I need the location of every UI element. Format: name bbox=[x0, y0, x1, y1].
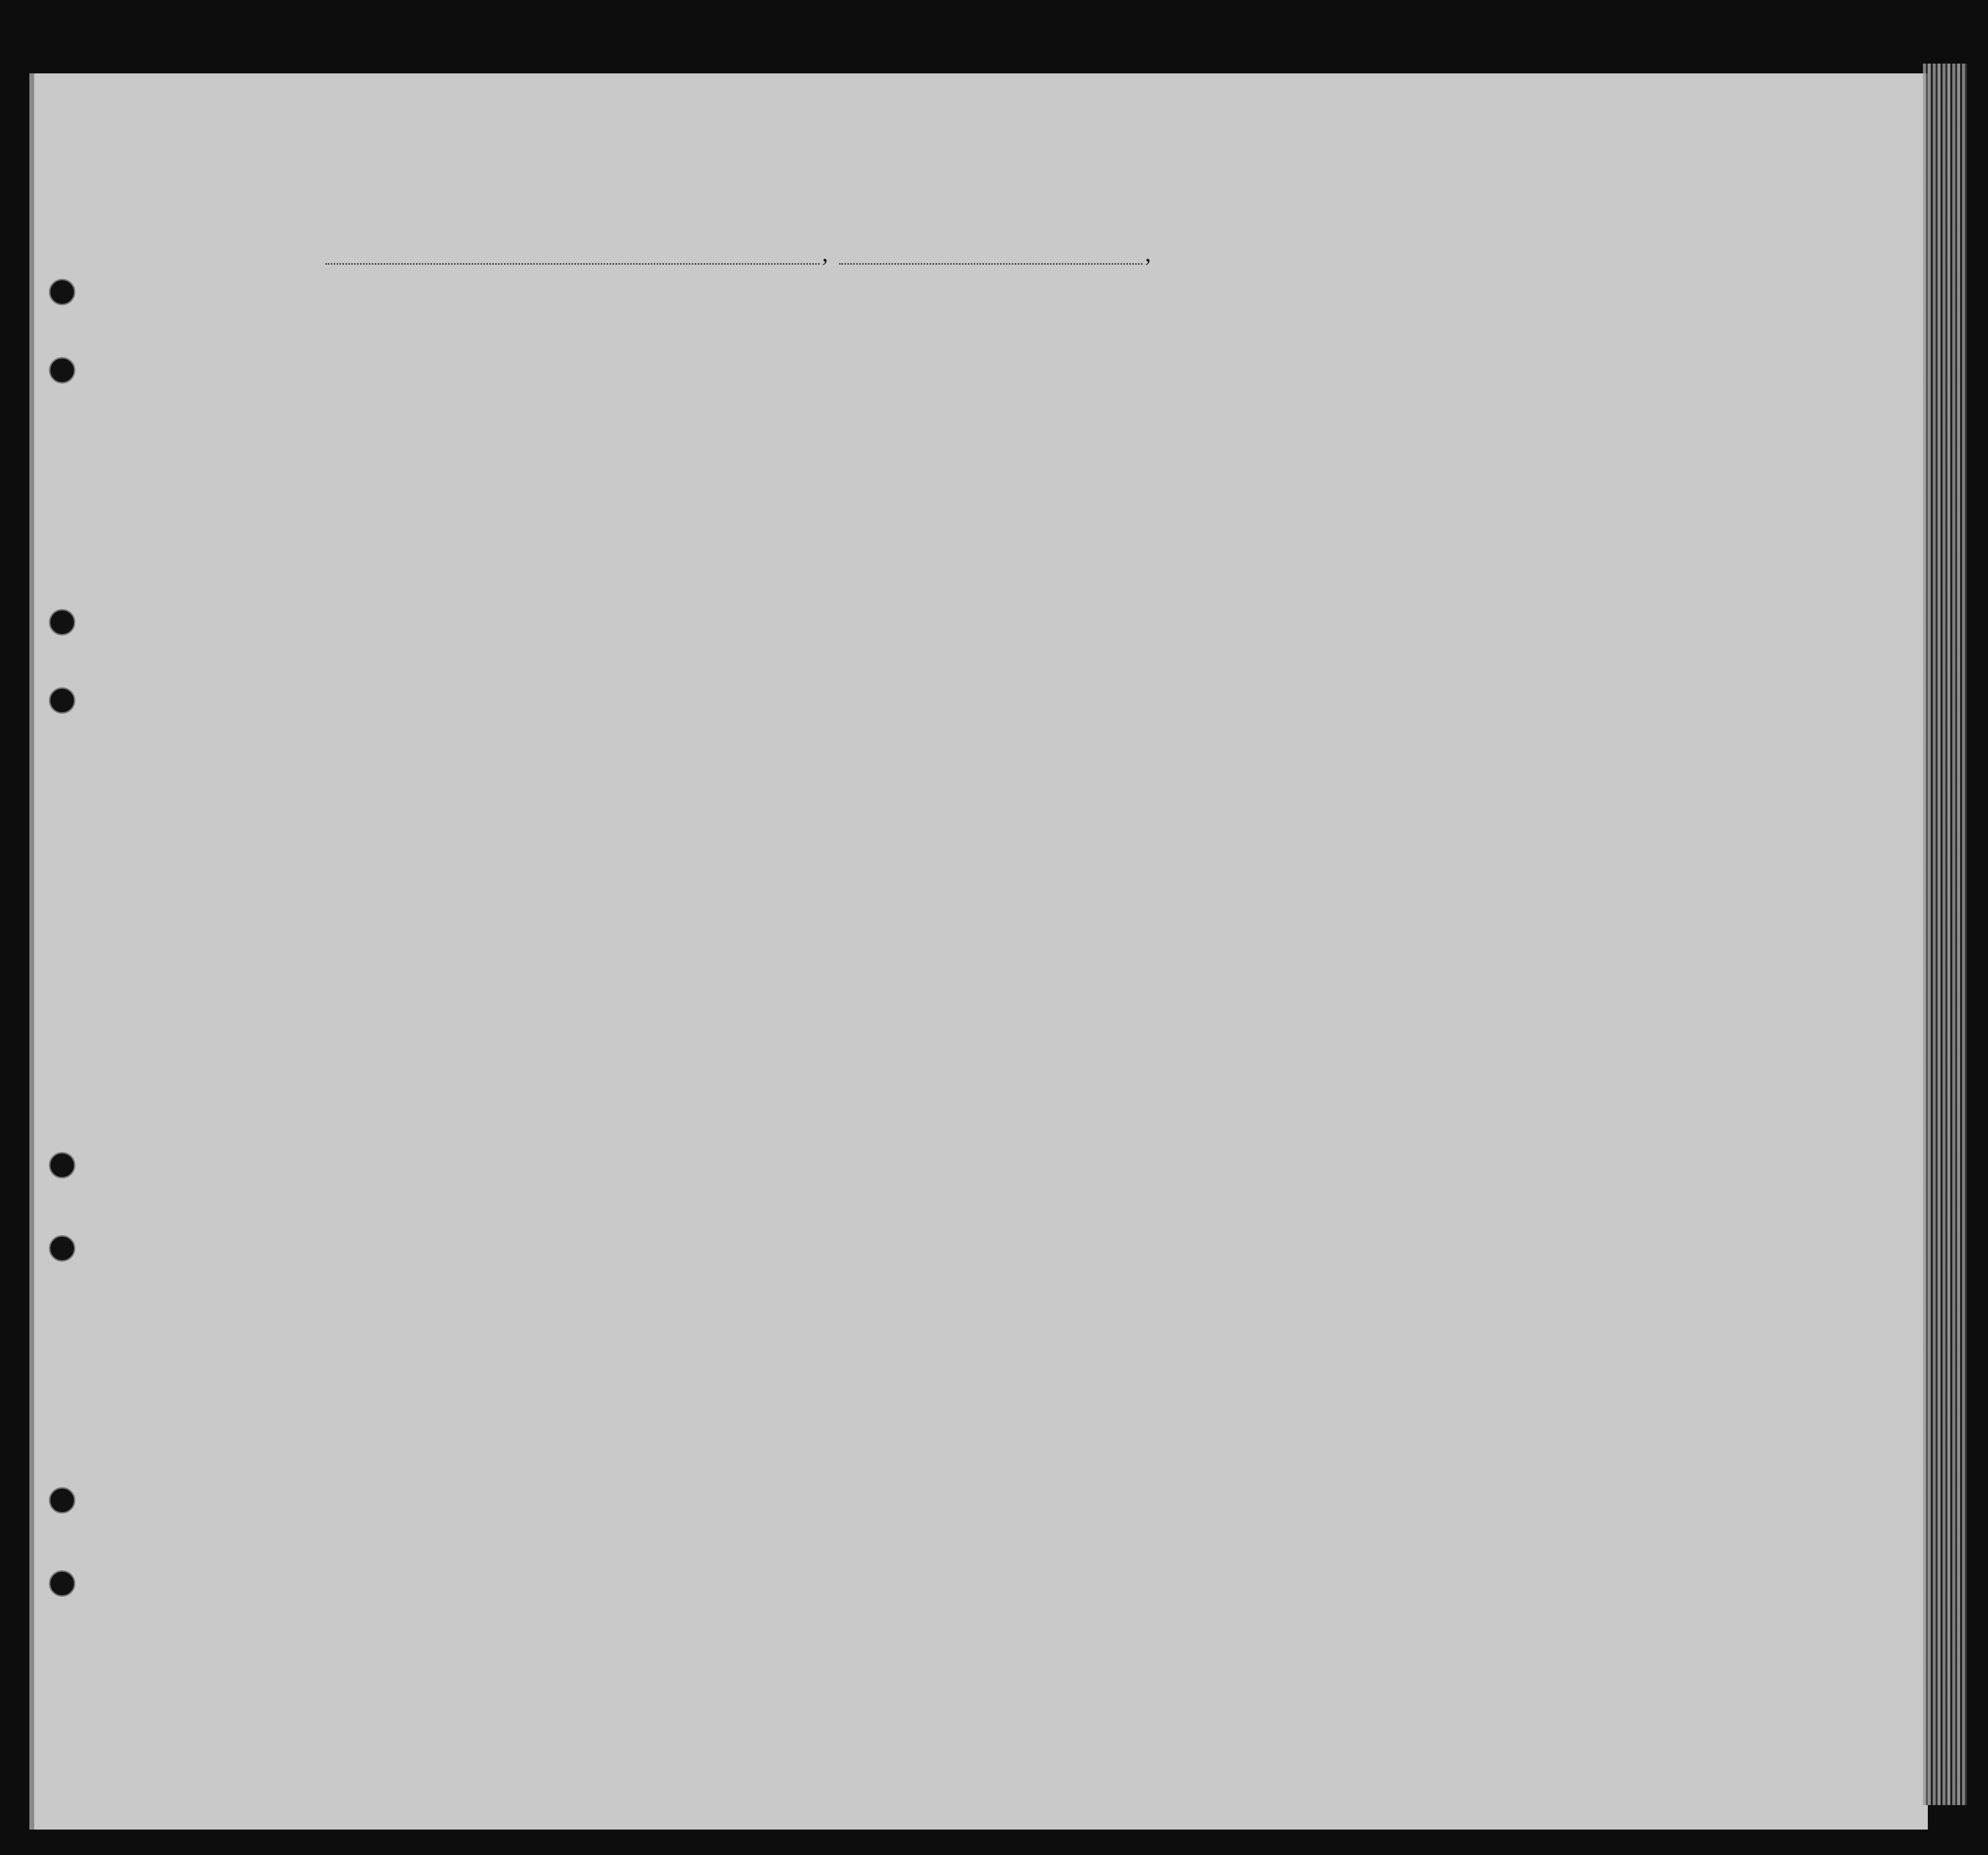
header-intends-citizen bbox=[1169, 338, 1199, 450]
header-question-28 bbox=[1326, 323, 1372, 450]
header-feet bbox=[1577, 406, 1596, 445]
header-length-stay bbox=[1135, 338, 1165, 450]
header-ticket bbox=[559, 330, 584, 452]
header-polygamist bbox=[1276, 330, 1293, 448]
header-prison bbox=[1244, 323, 1266, 450]
header-inches bbox=[1599, 406, 1619, 445]
comma-glyph: , bbox=[822, 239, 828, 267]
header-intends-return bbox=[1095, 338, 1130, 450]
header-labor-offer bbox=[1381, 323, 1413, 450]
header-deported bbox=[1421, 333, 1451, 450]
header-fifty-dollars bbox=[680, 330, 702, 452]
comma-glyph: , bbox=[1145, 239, 1151, 267]
header-anarchist bbox=[1302, 330, 1319, 448]
